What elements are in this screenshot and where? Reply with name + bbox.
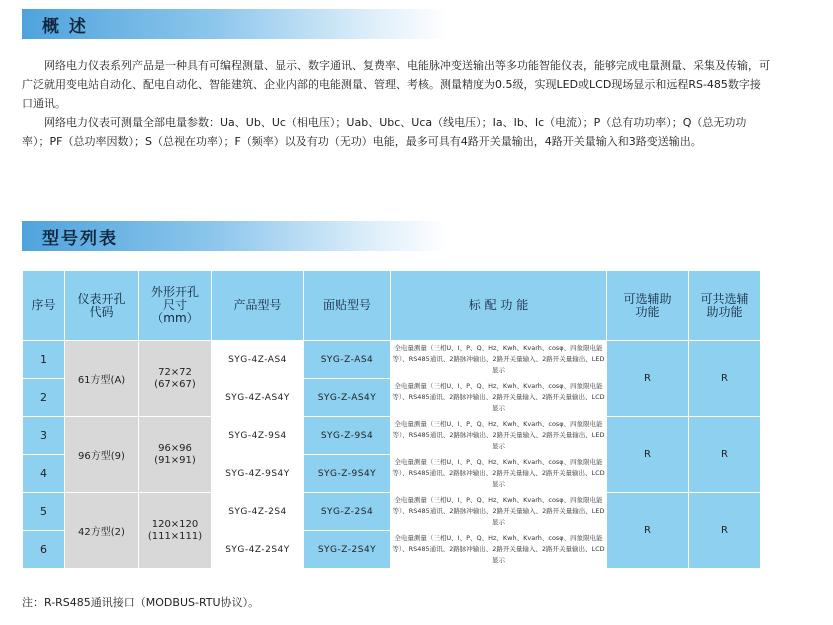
- row-panel-model: SYG-Z-AS4Y: [304, 379, 391, 417]
- footnote: 注：R-RS485通讯接口（MODBUS-RTU协议）。: [22, 596, 260, 609]
- model-list-title: 型号列表: [42, 229, 118, 249]
- header-panel: [304, 271, 391, 341]
- row-no: 1: [23, 341, 65, 379]
- row-size: [139, 341, 212, 417]
- header-shared-label: 可共选辅助功能: [700, 291, 749, 319]
- row-no: 2: [23, 379, 65, 417]
- header-panel-label: 面贴型号: [322, 298, 371, 312]
- row-panel-model: SYG-Z-2S4: [304, 493, 391, 531]
- row-size: [139, 493, 212, 569]
- row-features: 全电量测量（三相U、I、P、Q、Hz、Kwh、Kvarh、cosφ、四象限电能等）、RS485通讯、2路脉冲输出、2路开关量输入、2路开关量输出、LED显示: [391, 341, 607, 379]
- size-outer: 120×120: [151, 518, 199, 530]
- header-shared: [689, 271, 761, 341]
- row-optional: R: [607, 417, 689, 493]
- row-features: 全电量测量（三相U、I、P、Q、Hz、Kwh、Kvarh、cosφ、四象限电能等）、RS485通讯、2路脉冲输出、2路开关量输入、2路开关量输出、LED显示: [391, 493, 607, 531]
- header-code: [65, 271, 139, 341]
- model-table: [22, 270, 761, 569]
- row-panel-model: SYG-Z-AS4: [304, 341, 391, 379]
- model-list-header: [22, 221, 447, 251]
- row-features: 全电量测量（三相U、I、P、Q、Hz、Kwh、Kvarh、cosφ、四象限电能等）、RS485通讯、2路脉冲输出、2路开关量输入、2路开关量输出、LCD显示: [391, 379, 607, 417]
- row-optional: R: [607, 341, 689, 417]
- size-cutout: (91×91): [154, 454, 196, 466]
- size-outer: 96×96: [158, 442, 192, 454]
- header-product: [212, 271, 304, 341]
- table-header-row: [23, 271, 761, 341]
- row-features: 全电量测量（三相U、I、P、Q、Hz、Kwh、Kvarh、cosφ、四象限电能等）、RS485通讯、2路脉冲输出、2路开关量输入、2路开关量输出、LCD显示: [391, 455, 607, 493]
- row-code: 42方型(2): [65, 493, 139, 569]
- size-cutout: (111×111): [147, 530, 203, 542]
- row-product-model: SYG-4Z-AS4Y: [212, 379, 304, 417]
- header-features: [391, 271, 607, 341]
- header-code-label: 仪表开孔代码: [77, 291, 126, 319]
- row-code: 61方型(A): [65, 341, 139, 417]
- header-size: [139, 271, 212, 341]
- size-outer: 72×72: [158, 366, 192, 378]
- overview-paragraph: 网络电力仪表可测量全部电量参数：Ua、Ub、Uc（相电压）；Uab、Ubc、Uca（线电压）；Ia、Ib、Ic（电流）；P（总有功功率）；Q（总无功功率）；PF（总功率因数）；S（总视在功率）；F（频率）以及有功（无功）电能，最多可具有4路开关量输出，4路开关量输入和3路变送输出。: [22, 116, 747, 148]
- header-no: [23, 271, 65, 341]
- size-cutout: (67×67): [154, 378, 196, 390]
- row-size: [139, 417, 212, 493]
- row-no: 6: [23, 531, 65, 569]
- row-product-model: SYG-4Z-9S4: [212, 417, 304, 455]
- row-no: 4: [23, 455, 65, 493]
- row-product-model: SYG-4Z-9S4Y: [212, 455, 304, 493]
- table-row: [23, 493, 761, 531]
- row-panel-model: SYG-Z-9S4Y: [304, 455, 391, 493]
- row-optional: R: [607, 493, 689, 569]
- row-panel-model: SYG-Z-2S4Y: [304, 531, 391, 569]
- header-optional: [607, 271, 689, 341]
- header-features-label: 标 配 功 能: [468, 298, 529, 312]
- header-product-label: 产品型号: [233, 298, 282, 312]
- row-no: 5: [23, 493, 65, 531]
- row-features: 全电量测量（三相U、I、P、Q、Hz、Kwh、Kvarh、cosφ、四象限电能等）、RS485通讯、2路脉冲输出、2路开关量输入、2路开关量输出、LCD显示: [391, 531, 607, 569]
- row-product-model: SYG-4Z-2S4: [212, 493, 304, 531]
- row-features: 全电量测量（三相U、I、P、Q、Hz、Kwh、Kvarh、cosφ、四象限电能等）、RS485通讯、2路脉冲输出、2路开关量输入、2路开关量输出、LED显示: [391, 417, 607, 455]
- row-panel-model: SYG-Z-9S4: [304, 417, 391, 455]
- overview-text: [22, 56, 770, 151]
- row-no: 3: [23, 417, 65, 455]
- overview-title: 概 述: [42, 17, 88, 37]
- overview-header: [22, 9, 447, 39]
- row-shared: R: [689, 417, 761, 493]
- row-product-model: SYG-4Z-AS4: [212, 341, 304, 379]
- row-shared: R: [689, 493, 761, 569]
- header-size-label: 外形开孔尺寸（mm）: [150, 285, 199, 325]
- row-shared: R: [689, 341, 761, 417]
- overview-paragraph: 网络电力仪表系列产品是一种具有可编程测量、显示、数字通讯、复费率、电能脉冲变送输出等多功能智能仪表，能够完成电量测量、采集及传输，可广泛就用变电站自动化、配电自动化、智能建筑、企业内部的电能测量、管理、考核。测量精度为0.5级，实现LED或LCD现场显示和远程RS-485数字接口通讯。: [22, 59, 770, 110]
- row-code: 96方型(9): [65, 417, 139, 493]
- header-no-label: 序号: [31, 298, 56, 312]
- row-product-model: SYG-4Z-2S4Y: [212, 531, 304, 569]
- table-row: [23, 341, 761, 379]
- table-row: [23, 417, 761, 455]
- header-optional-label: 可选辅助功能: [623, 291, 672, 319]
